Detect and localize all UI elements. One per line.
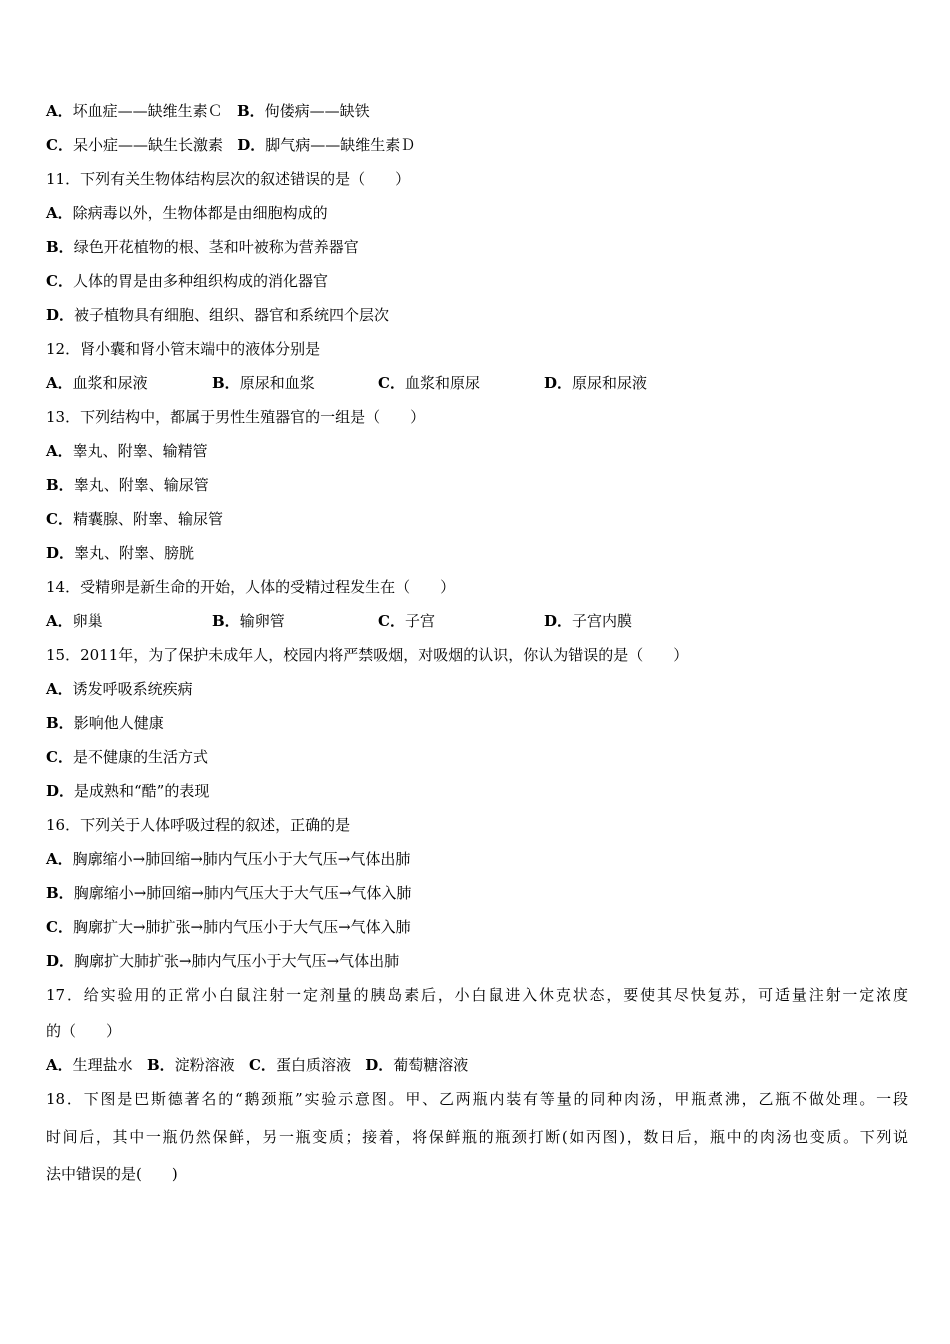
q11-option-a: [46, 203, 328, 223]
option-text: 胸廓扩大→肺扩张→肺内气压小于大气压→气体入肺: [72, 918, 411, 936]
q14-option-c: [378, 611, 544, 631]
q16-stem: 16．下列关于人体呼吸过程的叙述，正确的是: [46, 816, 351, 834]
q16-option-b: [46, 883, 411, 903]
q12-options: [46, 373, 710, 393]
q12-option-d: [544, 373, 710, 393]
q13-option-a: [46, 441, 208, 461]
option-text: 影响他人健康: [73, 714, 164, 732]
q17-stem-line-2: 的（ ）: [46, 1022, 122, 1040]
q15-option-b: [46, 713, 164, 733]
option-text: 胸廓缩小→肺回缩→肺内气压大于大气压→气体入肺: [73, 884, 412, 902]
option-label: A．: [46, 102, 73, 120]
option-text: 葡萄糖溶液: [393, 1056, 469, 1074]
q15-option-a: [46, 679, 193, 699]
option-text: 脚气病——缺维生素Ｄ: [265, 136, 416, 154]
option-label: D．: [544, 374, 573, 392]
option-text: 原尿和尿液: [572, 374, 648, 392]
option-text: 血浆和尿液: [72, 374, 148, 392]
q15-option-c: [46, 747, 208, 767]
q10-options-ab: [46, 101, 370, 121]
option-label: A．: [46, 850, 73, 868]
option-label: C．: [46, 136, 73, 154]
option-label: C．: [378, 612, 405, 630]
option-text: 淀粉溶液: [174, 1056, 235, 1074]
option-text: 是不健康的生活方式: [72, 748, 208, 766]
option-label: A．: [46, 612, 73, 630]
option-text: 胸廓扩大肺扩张→肺内气压小于大气压→气体出肺: [74, 952, 400, 970]
option-label: A．: [46, 204, 73, 222]
q13-stem: 13．下列结构中，都属于男性生殖器官的一组是（ ）: [46, 408, 426, 426]
option-label: D．: [46, 952, 75, 970]
q12-option-b: [212, 373, 378, 393]
option-label: D．: [46, 306, 75, 324]
option-text: 血浆和原尿: [404, 374, 480, 392]
q11-option-b: [46, 237, 359, 257]
q12-option-a: [46, 373, 212, 393]
option-text: 蛋白质溶液: [275, 1056, 351, 1074]
option-label: B．: [46, 238, 74, 256]
q14-option-a: [46, 611, 212, 631]
option-label: B．: [46, 714, 74, 732]
q17-options: [46, 1055, 468, 1075]
option-label: D．: [365, 1056, 394, 1074]
q17-stem-line-1: 17．给实验用的正常小白鼠注射一定剂量的胰岛素后，小白鼠进入休克状态，要使其尽快复苏，可适量注射一定浓度: [46, 986, 908, 1004]
option-text: 生理盐水: [72, 1056, 133, 1074]
q14-stem: 14．受精卵是新生命的开始，人体的受精过程发生在（ ）: [46, 578, 456, 596]
option-text: 佝偻病——缺铁: [264, 102, 370, 120]
option-text: 被子植物具有细胞、组织、器官和系统四个层次: [74, 306, 390, 324]
q10-options-cd: [46, 135, 415, 155]
option-label: A．: [46, 680, 73, 698]
option-label: D．: [46, 544, 75, 562]
option-label: D．: [46, 782, 75, 800]
option-text: 胸廓缩小→肺回缩→肺内气压小于大气压→气体出肺: [72, 850, 411, 868]
option-text: 坏血症——缺维生素Ｃ: [72, 102, 223, 120]
option-label: D．: [237, 136, 266, 154]
option-label: A．: [46, 374, 73, 392]
option-text: 睾丸、附睾、输尿管: [73, 476, 209, 494]
q15-option-d: [46, 781, 209, 801]
option-text: 子宫: [404, 612, 435, 630]
option-text: 睾丸、附睾、输精管: [72, 442, 208, 460]
q12-stem: 12．肾小囊和肾小管末端中的液体分别是: [46, 340, 321, 358]
q16-option-c: [46, 917, 411, 937]
option-text: 子宫内膜: [572, 612, 633, 630]
option-text: 卵巢: [72, 612, 103, 630]
option-label: A．: [46, 442, 73, 460]
q16-option-d: [46, 951, 399, 971]
q14-option-d: [544, 611, 710, 631]
q11-stem: 11．下列有关生物体结构层次的叙述错误的是（ ）: [46, 170, 411, 188]
option-label: B．: [236, 102, 265, 120]
option-label: C．: [46, 510, 73, 528]
q13-option-c: [46, 509, 223, 529]
option-label: B．: [46, 884, 74, 902]
option-text: 诱发呼吸系统疾病: [72, 680, 193, 698]
q11-option-d: [46, 305, 389, 325]
option-label: C．: [46, 272, 73, 290]
option-text: 除病毒以外，生物体都是由细胞构成的: [72, 204, 328, 222]
option-text: 是成熟和“酷”的表现: [74, 782, 210, 800]
option-label: C．: [46, 748, 73, 766]
option-label: B．: [146, 1056, 175, 1074]
q13-option-d: [46, 543, 194, 563]
q18-stem-line-1: 18．下图是巴斯德著名的“鹅颈瓶”实验示意图。甲、乙两瓶内装有等量的同种肉汤，甲瓶煮沸，乙瓶不做处理。一段: [46, 1090, 908, 1108]
option-label: C．: [248, 1056, 276, 1074]
option-text: 精囊腺、附睾、输尿管: [72, 510, 223, 528]
q11-option-c: [46, 271, 328, 291]
option-text: 输卵管: [239, 612, 285, 630]
q16-option-a: [46, 849, 410, 869]
q13-option-b: [46, 475, 209, 495]
option-label: B．: [46, 476, 74, 494]
option-label: B．: [212, 374, 240, 392]
q12-option-c: [378, 373, 544, 393]
option-label: B．: [212, 612, 240, 630]
q18-stem-line-3: 法中错误的是( ): [46, 1165, 178, 1183]
option-label: C．: [46, 918, 73, 936]
option-text: 呆小症——缺生长激素: [72, 136, 223, 154]
option-label: A．: [46, 1056, 73, 1074]
q18-stem-line-2: 时间后，其中一瓶仍然保鲜，另一瓶变质；接着，将保鲜瓶的瓶颈打断(如丙图)，数日后，瓶中的肉汤也变质。下列说: [46, 1128, 908, 1146]
option-label: D．: [544, 612, 573, 630]
option-text: 绿色开花植物的根、茎和叶被称为营养器官: [73, 238, 359, 256]
q15-stem: 15．2011年，为了保护未成年人，校园内将严禁吸烟，对吸烟的认识，你认为错误的是（ ）: [46, 646, 689, 664]
option-text: 睾丸、附睾、膀胱: [74, 544, 195, 562]
option-text: 原尿和血浆: [239, 374, 315, 392]
q14-option-b: [212, 611, 378, 631]
option-label: C．: [378, 374, 405, 392]
q14-options: [46, 611, 710, 631]
option-text: 人体的胃是由多种组织构成的消化器官: [72, 272, 328, 290]
